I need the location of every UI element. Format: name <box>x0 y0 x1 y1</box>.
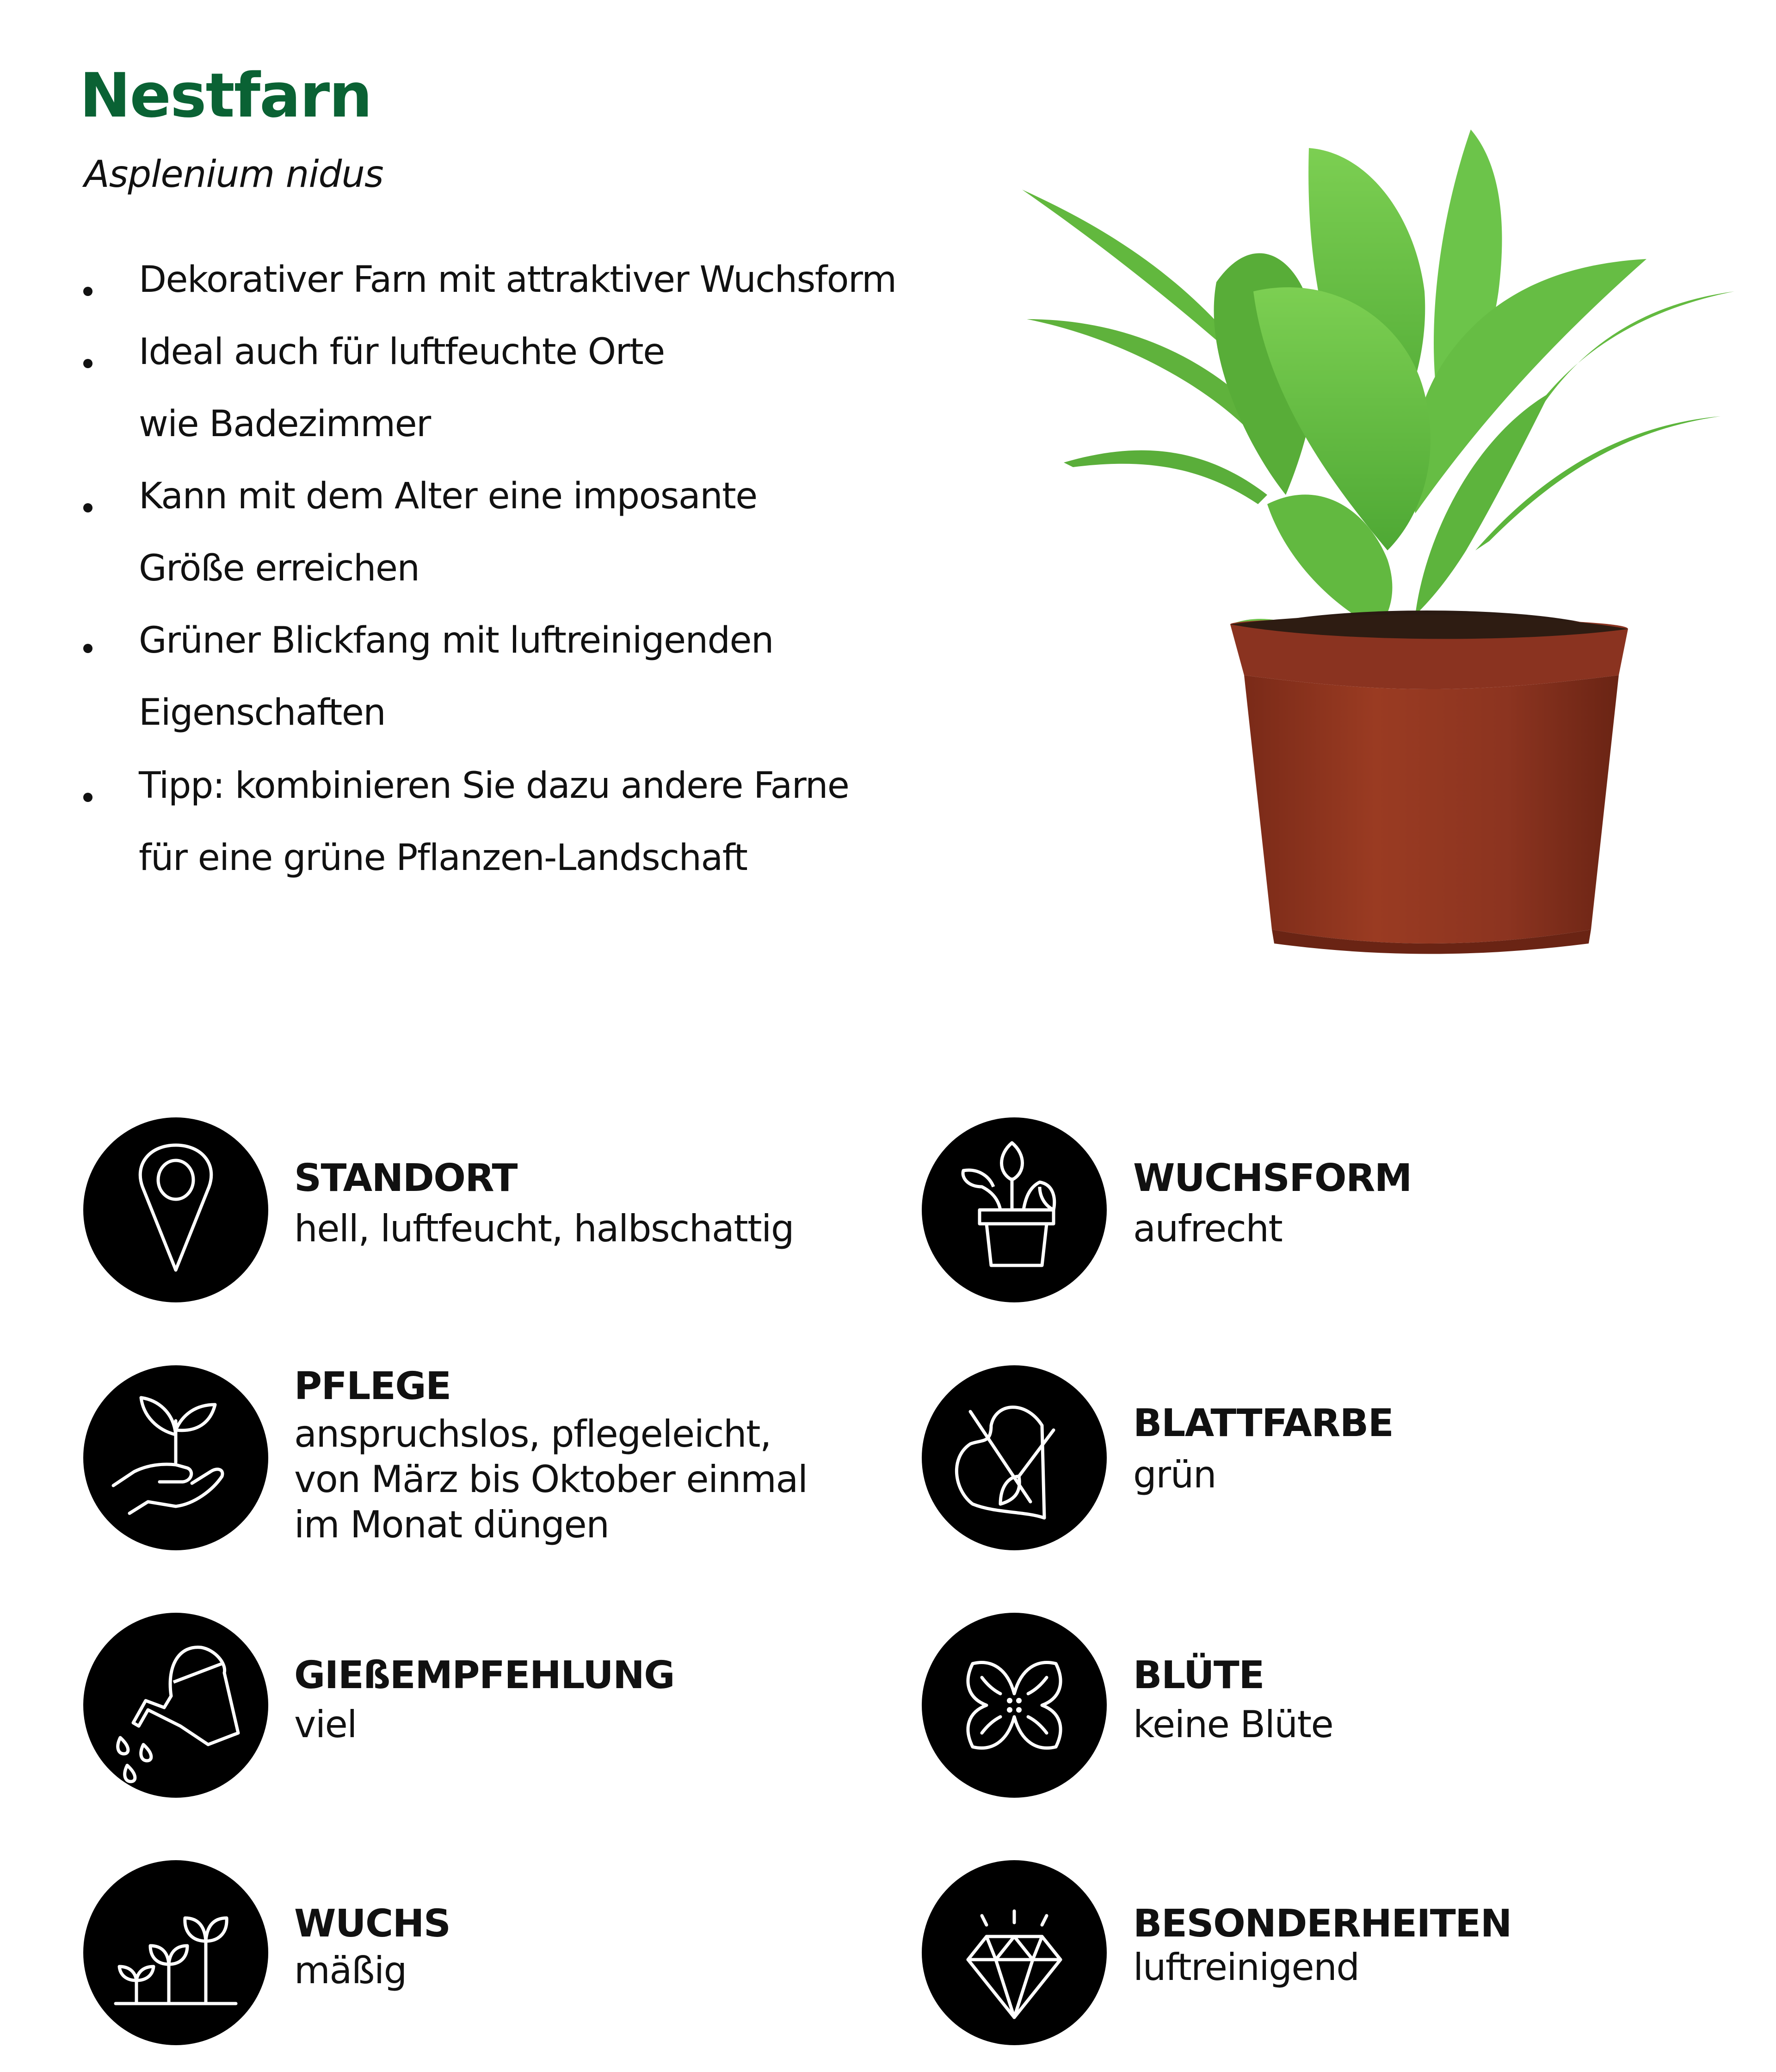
potted-plant-icon <box>922 1117 1107 1302</box>
bullet-text: Größe erreichen <box>139 548 419 589</box>
bullet-text: Grüner Blickfang mit luftreinigenden <box>139 620 773 661</box>
bullet-text: für eine grüne Pflanzen-Landschaft <box>139 837 747 879</box>
bullet-dot-icon <box>83 359 92 368</box>
feature-value: im Monat düngen <box>294 1503 609 1546</box>
bullet-text: Eigenschaften <box>139 692 386 734</box>
bullet-text: wie Badezimmer <box>139 403 431 445</box>
bullet-dot-icon <box>83 644 92 653</box>
feature-value: aufrecht <box>1133 1207 1283 1250</box>
feature-label: GIEßEMPFEHLUNG <box>294 1653 675 1697</box>
watering-can-icon <box>83 1613 268 1798</box>
growing-sprouts-icon <box>83 1860 268 2045</box>
bullet-text: Ideal auch für luftfeuchte Orte <box>139 331 665 373</box>
bullet-text: Kann mit dem Alter eine imposante <box>139 475 757 517</box>
diamond-icon <box>922 1860 1107 2045</box>
bullet-text: Dekorativer Farn mit attraktiver Wuchsform <box>139 259 896 301</box>
potted-fern-illustration <box>1008 97 1758 957</box>
feature-value: anspruchslos, pflegeleicht, <box>294 1412 771 1455</box>
feature-label: BLATTFARBE <box>1133 1401 1394 1445</box>
bullet-dot-icon <box>83 503 92 512</box>
latin-name: Asplenium nidus <box>84 153 383 196</box>
product-image <box>1008 97 1758 957</box>
page-title: Nestfarn <box>80 60 372 131</box>
flower-icon <box>922 1613 1107 1798</box>
feature-label: WUCHSFORM <box>1133 1156 1412 1200</box>
feature-label: WUCHS <box>294 1902 450 1946</box>
feature-label: BESONDERHEITEN <box>1133 1902 1511 1946</box>
feature-value: grün <box>1133 1453 1216 1496</box>
bullet-text: Tipp: kombinieren Sie dazu andere Farne <box>139 765 849 807</box>
location-pin-icon <box>83 1117 268 1302</box>
feature-value: von März bis Oktober einmal <box>294 1458 808 1501</box>
feature-label: BLÜTE <box>1133 1653 1264 1697</box>
feature-value: keine Blüte <box>1133 1703 1333 1746</box>
feature-value: mäßig <box>294 1949 407 1992</box>
leaf-paintbrush-icon <box>922 1365 1107 1550</box>
bullet-dot-icon <box>83 287 92 296</box>
feature-value: viel <box>294 1703 357 1746</box>
hand-seedling-icon <box>83 1365 268 1550</box>
feature-value: luftreinigend <box>1133 1946 1359 1989</box>
bullet-dot-icon <box>83 793 92 802</box>
feature-label: STANDORT <box>294 1156 517 1200</box>
feature-value: hell, luftfeucht, halbschattig <box>294 1207 794 1250</box>
feature-label: PFLEGE <box>294 1364 451 1408</box>
